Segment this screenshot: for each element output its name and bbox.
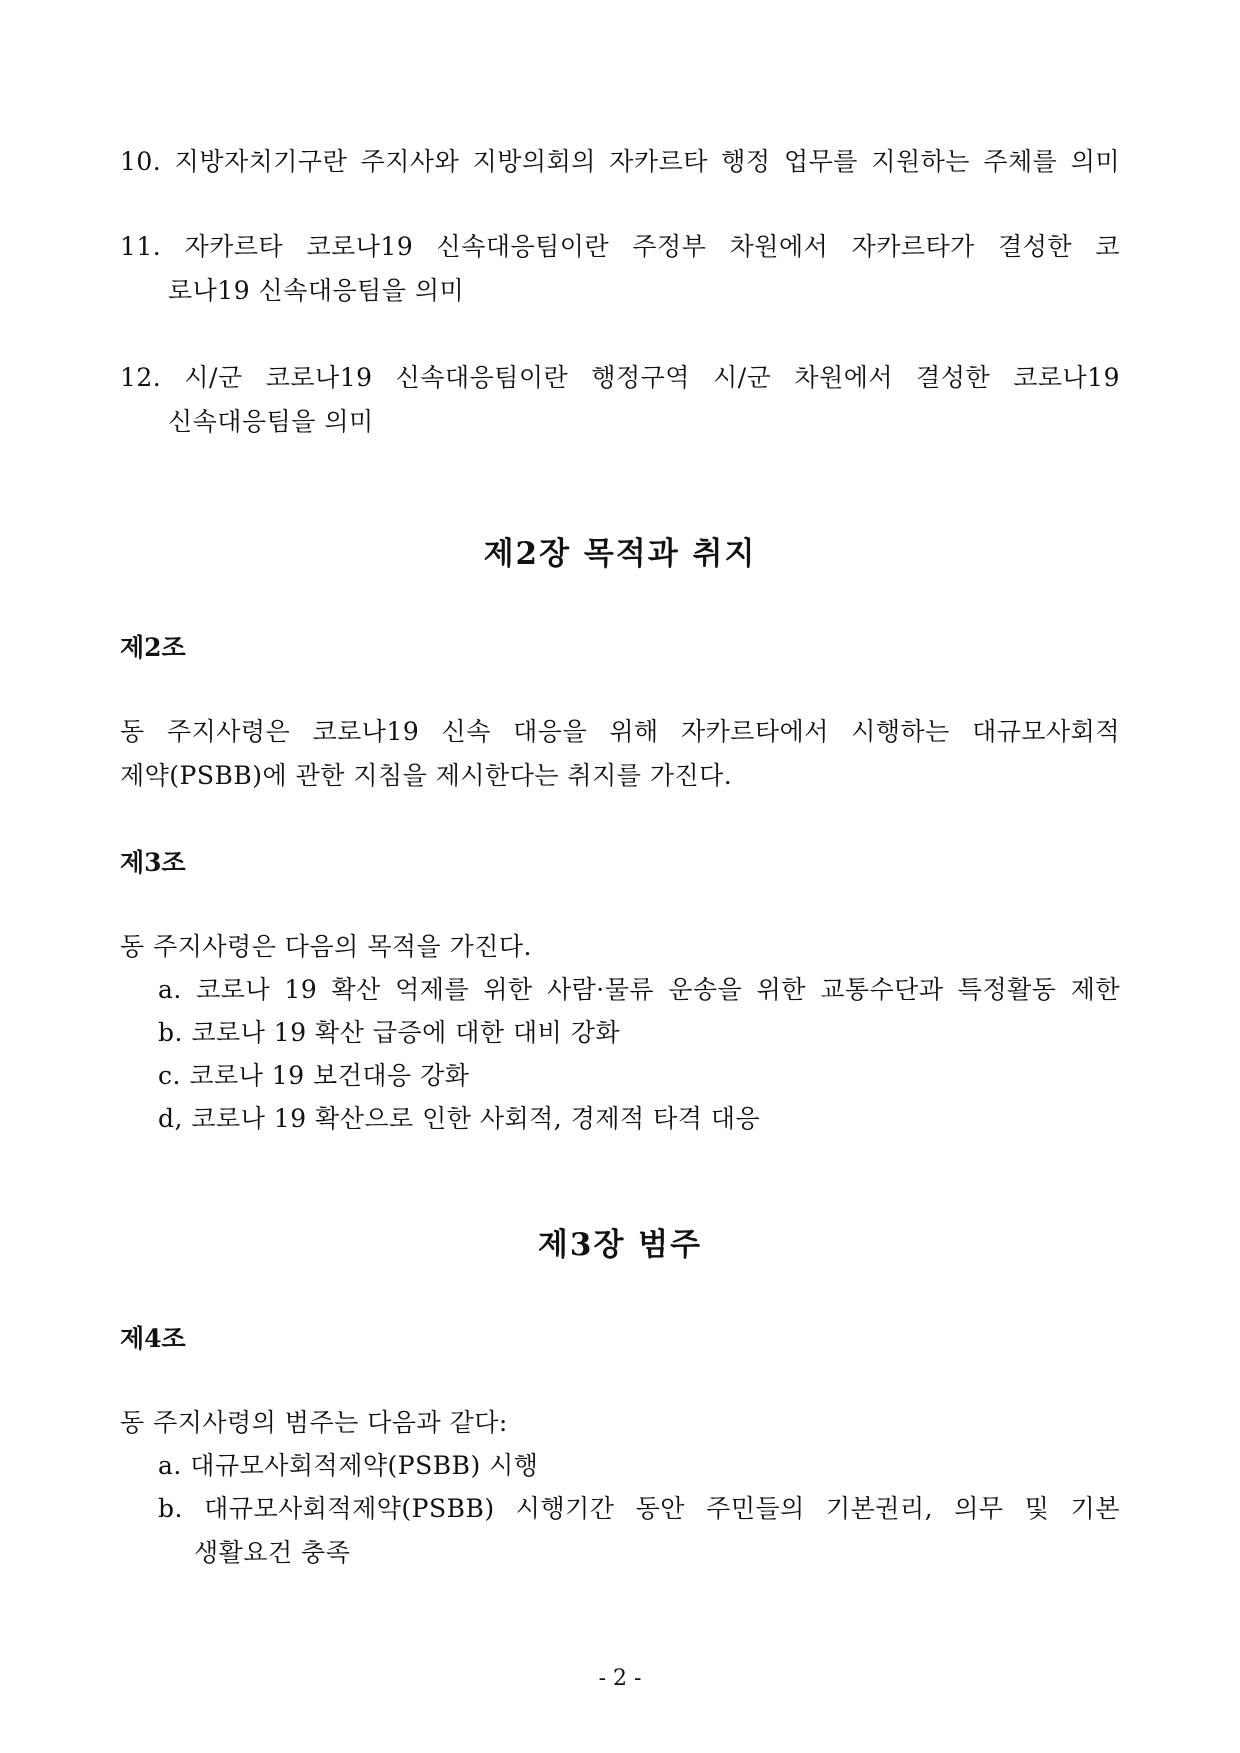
definition-number: 11. [120,232,162,261]
definition-12-continuation: 신속대응팀을 의미 [168,407,374,436]
article-3-item-c: c. 코로나 19 보건대응 강화 [158,1061,470,1090]
article-4-title: 제4조 [120,1324,186,1353]
definition-11 [120,229,1120,265]
definition-11-continuation: 로나19 신속대응팀을 의미 [168,276,465,305]
article-4-item-a: a. 대규모사회적제약(PSBB) 시행 [158,1451,539,1480]
article-4-intro: 동 주지사령의 범주는 다음과 같다: [120,1408,508,1437]
definition-text: 시/군 코로나19 신속대응팀이란 행정구역 시/군 차원에서 결성한 코로나19 [184,363,1120,392]
article-2-title: 제2조 [120,633,186,662]
article-2-text-line-2: 제약(PSBB)에 관한 지침을 제시한다는 취지를 가진다. [120,761,733,790]
definition-10 [120,144,1120,180]
definition-text: 지방자치기구란 주지사와 지방의회의 자카르타 행정 업무를 지원하는 주체를 의미 [174,147,1120,176]
article-4-item-b: b. 대규모사회적제약(PSBB) 시행기간 동안 주민들의 기본권리, 의무 및 기본 [158,1494,1120,1523]
article-3-item-d: d, 코로나 19 확산으로 인한 사회적, 경제적 타격 대응 [158,1104,761,1133]
chapter-3-title: 제3장 범주 [537,1227,703,1263]
article-2-text-line-1: 동 주지사령은 코로나19 신속 대응을 위해 자카르타에서 시행하는 대규모사회적 [120,717,1120,746]
article-4-item-b-continuation: 생활요건 충족 [194,1538,351,1567]
article-3-item-b: b. 코로나 19 확산 급증에 대한 대비 강화 [158,1018,620,1047]
article-3-item-a: a. 코로나 19 확산 억제를 위한 사람·물류 운송을 위한 교통수단과 특정활동 제한 [158,975,1120,1004]
definition-12 [120,360,1120,396]
chapter-2-title: 제2장 목적과 취지 [483,536,757,572]
definition-number: 12. [120,363,162,392]
article-3-title: 제3조 [120,848,186,877]
article-3-intro: 동 주지사령은 다음의 목적을 가진다. [120,932,532,961]
definition-number: 10. [120,147,162,176]
page-number: - 2 - [598,1666,642,1691]
definition-text: 자카르타 코로나19 신속대응팀이란 주정부 차원에서 자카르타가 결성한 코 [184,232,1120,261]
